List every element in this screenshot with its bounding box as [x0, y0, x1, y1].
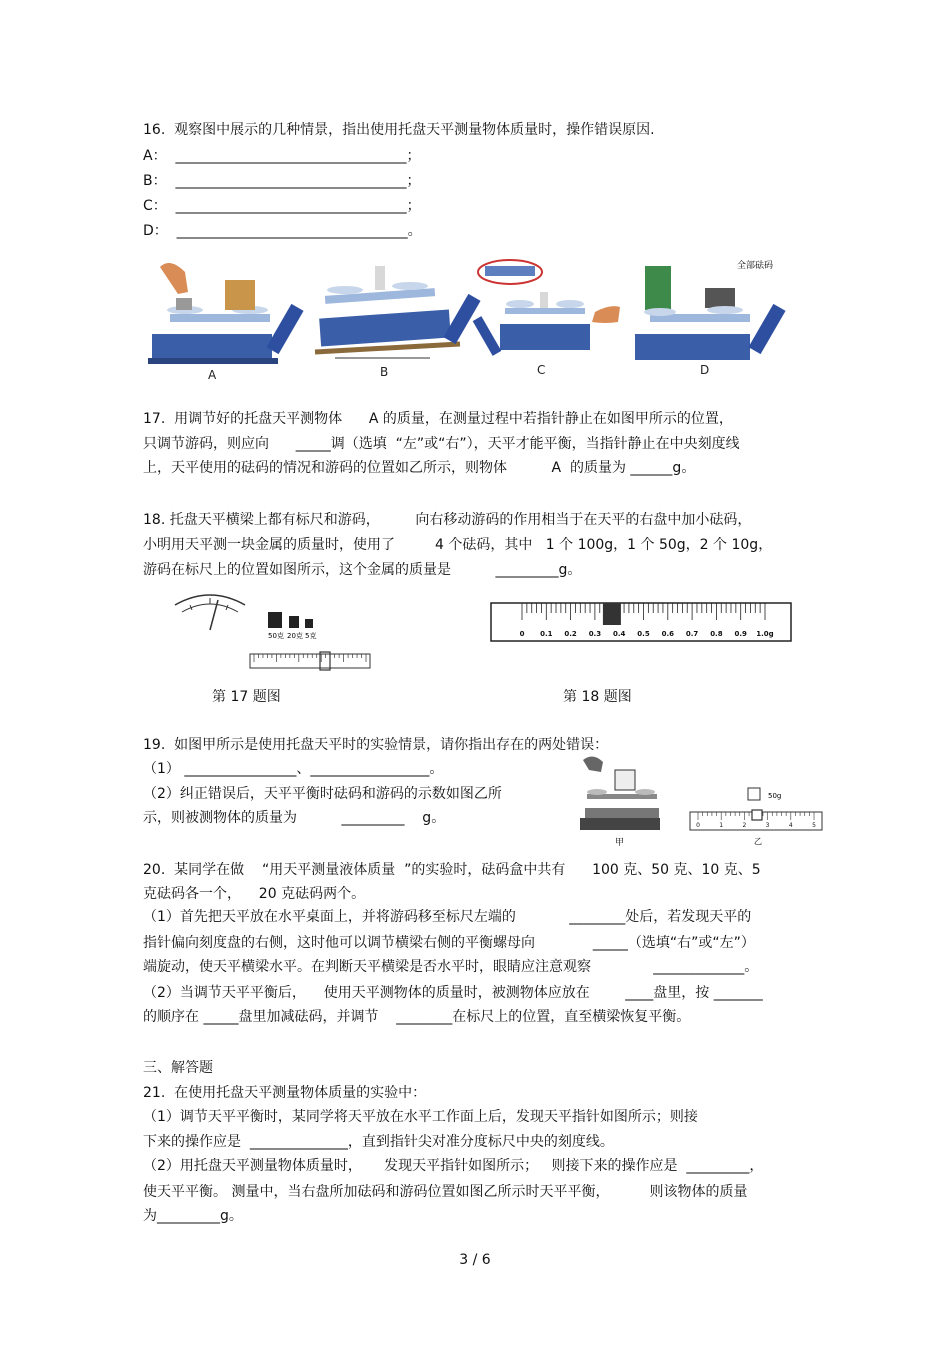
fig19-yi-illustration — [688, 782, 826, 848]
fig17-caption: 第 17 题图 — [212, 689, 281, 705]
fig19-tick-label: 3 — [765, 822, 770, 829]
fig19-tick-label: 4 — [788, 822, 793, 829]
q20-line-5: 端旋动，使天平横梁水平。在判断天平横梁是否水平时，眼睛应注意观察 _____________。 — [143, 959, 759, 975]
q16-line-c: C： _________________________________； — [143, 198, 421, 214]
fig18-tick-label: 0.5 — [637, 630, 650, 638]
q21-line-3: 下来的操作应是 ______________，直到指针尖对准分度标尺中央的刻度线。 — [143, 1134, 614, 1150]
fig19-tick-label: 5 — [812, 822, 816, 829]
fig17-weight-50: 50克 — [268, 632, 284, 640]
fig17-illustration — [170, 590, 380, 676]
fig17-weight-5: 5克 — [305, 632, 317, 640]
scene-label-c: C — [537, 363, 546, 377]
fig18-tick-label: 0.7 — [685, 630, 699, 638]
fig18-tick-label: 0.2 — [564, 630, 577, 638]
fig19-weight-label: 50g — [768, 792, 782, 800]
fig19-yi-label: 乙 — [754, 837, 762, 846]
fig18-tick-label: 0.4 — [612, 630, 626, 638]
fig18-tick-label: 0.3 — [588, 630, 602, 638]
fig18-tick-label: 0.9 — [734, 630, 747, 638]
q21-line-6: 为_________g。 — [143, 1208, 243, 1224]
q20-line-3: （1）首先把天平放在水平桌面上，并将游码移至标尺左端的 ________处后，若发现天平的 — [143, 909, 752, 925]
fig19-jia-illustration — [575, 752, 675, 850]
fig18-caption: 第 18 题图 — [563, 689, 632, 705]
q21-line-1: 21. 在使用托盘天平测量物体质量的实验中： — [143, 1085, 427, 1101]
fig19-jia-label: 甲 — [615, 838, 625, 848]
scene-d-illustration — [635, 259, 786, 360]
scene-d-note: 全部砝码 — [737, 261, 774, 271]
fig18-rider — [603, 603, 621, 625]
scene-c-illustration — [473, 260, 620, 356]
page-number: 3 / 6 — [459, 1252, 491, 1268]
section3-title: 三、解答题 — [143, 1060, 213, 1076]
q20-line-1: 20. 某同学在做 “用天平测量液体质量 ”的实验时，砝码盒中共有 100 克、50 克、10 克、5 — [143, 862, 761, 878]
scene-label-d: D — [700, 363, 710, 377]
fig18-tick-label: 0 — [519, 630, 525, 638]
fig18-scale — [490, 602, 794, 646]
q19-line-4: 示，则被测物体的质量为 _________ g。 — [143, 810, 446, 826]
q16-line-a: A： _________________________________； — [143, 148, 421, 164]
q18-line-1: 18. 托盘天平横梁上都有标尺和游码， 向右移动游码的作用相当于在天平的右盘中加小砝码， — [143, 512, 752, 528]
scene-b-illustration — [315, 266, 481, 358]
q18-line-2: 小明用天平测一块金属的质量时，使用了 4 个砝码，其中 1 个 100g，1 个 50g，2 个 10g， — [143, 537, 773, 553]
q17-line-2: 只调节游码，则应向 _____调（选填 “左”或“右”），天平才能平衡，当指针静止在中央刻度线 — [143, 436, 740, 452]
q19-line-1: 19. 如图甲所示是使用托盘天平时的实验情景，请你指出存在的两处错误： — [143, 737, 609, 753]
fig18-tick-label: 1.0g — [756, 630, 774, 638]
q16-title: 16. 观察图中展示的几种情景，指出使用托盘天平测量物体质量时，操作错误原因. — [143, 122, 655, 138]
q17-line-3: 上，天平使用的砝码的情况和游码的位置如乙所示，则物体 A 的质量为 ______g。 — [143, 460, 696, 476]
fig19-tick-label: 1 — [719, 822, 724, 829]
q20-line-2: 克砝码各一个， 20 克砝码两个。 — [143, 886, 366, 902]
q20-line-4: 指针偏向刻度盘的右侧，这时他可以调节横梁右侧的平衡螺母向 _____（选填“右”或“左”） — [143, 935, 755, 951]
q21-line-2: （1）调节天平平衡时，某同学将天平放在水平工作面上后，发现天平指针如图所示；则接 — [143, 1109, 698, 1125]
q16-line-d: D： _________________________________。 — [143, 223, 422, 239]
scene-label-b: B — [380, 365, 389, 379]
q20-line-6: （2）当调节天平平衡后， 使用天平测物体的质量时，被测物体应放在 ____盘里，按 _______ — [143, 985, 763, 1001]
q19-line-2: （1） ________________、_________________。 — [143, 761, 444, 777]
scene-label-a: A — [208, 368, 217, 382]
q20-line-7: 的顺序在 _____盘里加减砝码，并调节 ________在标尺上的位置，直至横梁恢复平衡。 — [143, 1009, 691, 1025]
fig18-tick-label: 0.1 — [540, 630, 553, 638]
scene-a-illustration — [148, 263, 304, 364]
q21-line-5: 使天平平衡。 测量中，当右盘所加砝码和游码位置如图乙所示时天平平衡， 则该物体的质量 — [143, 1184, 748, 1200]
q21-line-4: （2）用托盘天平测量物体质量时， 发现天平指针如图所示； 则接下来的操作应是 _________， — [143, 1158, 764, 1174]
q16-line-b: B： _________________________________； — [143, 173, 421, 189]
q19-line-3: （2）纠正错误后，天平平衡时砝码和游码的示数如图乙所 — [143, 786, 502, 802]
fig19-tick-label: 2 — [742, 822, 747, 829]
fig18-tick-label: 0.8 — [710, 630, 723, 638]
q16-figure — [140, 252, 800, 384]
fig19-tick-label: 0 — [696, 822, 700, 829]
fig18-tick-label: 0.6 — [661, 630, 675, 638]
fig17-weight-20: 20克 — [287, 632, 303, 640]
q17-line-1: 17. 用调节好的托盘天平测物体 A 的质量，在测量过程中若指针静止在如图甲所示的位置， — [143, 411, 733, 427]
q18-line-3: 游码在标尺上的位置如图所示，这个金属的质量是 _________g。 — [143, 562, 582, 578]
